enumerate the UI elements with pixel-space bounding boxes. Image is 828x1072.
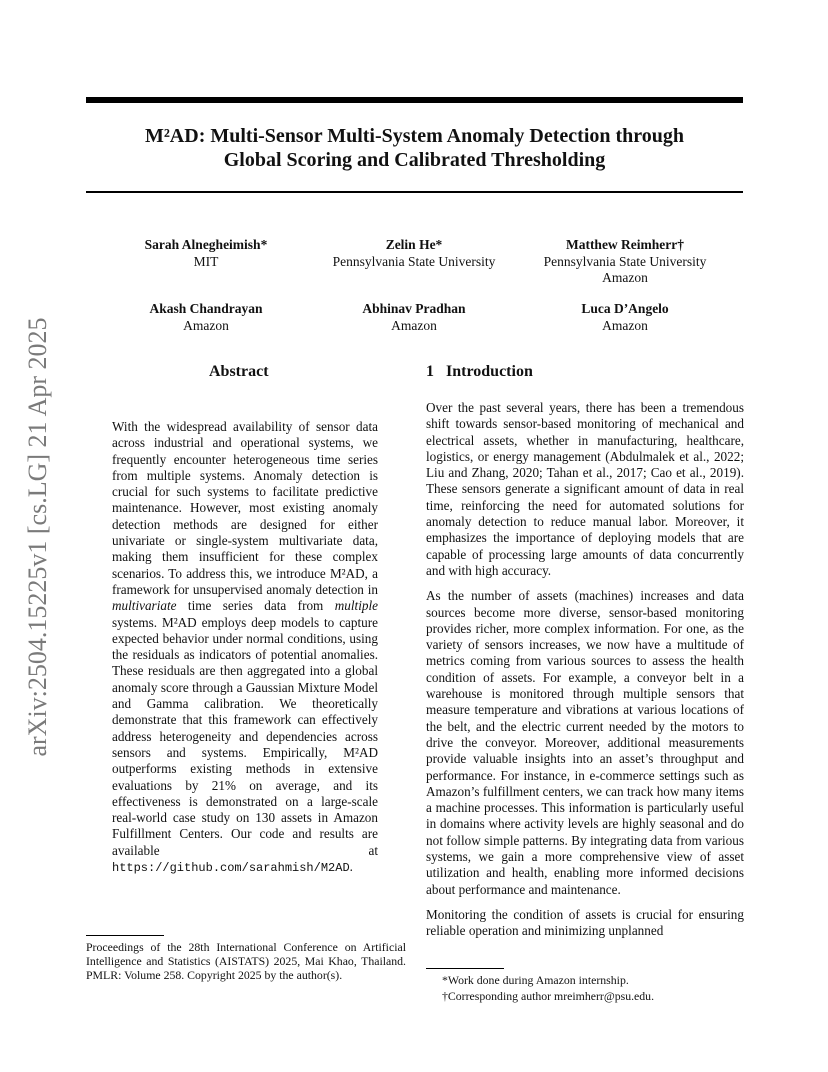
author-name: Abhinav Pradhan bbox=[362, 301, 466, 316]
author-affiliation: Amazon bbox=[391, 317, 437, 333]
author-block bbox=[515, 301, 735, 334]
author-name: Zelin He* bbox=[385, 237, 443, 252]
title-rule-top bbox=[86, 97, 743, 103]
author-name: Matthew Reimherr† bbox=[565, 237, 685, 252]
paper-title bbox=[86, 124, 743, 172]
proceedings-footnote: Proceedings of the 28th International Conference on Artificial Intelligence and Statistics (AISTATS) 2025, Mai Khao, Thailand. PMLR: Volume 258. Copyright 2025 by the author(s). bbox=[86, 940, 406, 982]
title-rule-bottom bbox=[86, 191, 743, 193]
author-name: Sarah Alnegheimish* bbox=[144, 237, 268, 252]
abstract-end: . bbox=[349, 859, 353, 875]
footnote-work-done: *Work done during Amazon internship. bbox=[442, 973, 629, 987]
abstract-emphasis: multivariate bbox=[112, 598, 177, 614]
author-block bbox=[304, 301, 524, 334]
author-block bbox=[304, 237, 524, 270]
abstract-part: systems. M²AD employs deep models to capture expected behavior under normal conditions, using the residuals as indicators of potential anomalies. These residuals are then aggregated into a global anomaly score through a Gaussian Mixture Model and Gamma calibration. We theoretically demonstrate that this framework can effectively address heterogeneity and dependencies across sensors and systems. Empirically, M²AD outperforms existing methods in extensive evaluations by 21% on average, and its effectiveness is demonstrated on a large-scale real-world case study on 130 assets in Amazon Fulfillment Centers. Our code and results are available at bbox=[112, 614, 378, 858]
intro-paragraph: Over the past several years, there has been a tremendous shift towards sensor-based monitoring of mechanical and electrical assets, whether in manufacturing, healthcare, logistics, or energy management (Abdulmalek et al., 2022; Liu and Zhang, 2020; Tahan et al., 2017; Cao et al., 2019). These sensors generate a significant amount of data in real time, reinforcing the need for automated solutions for anomaly detection to reduce manual labor. Moreover, it emphasizes the importance of deploying models that are capable of processing large amounts of data concurrently and with high accuracy. bbox=[426, 400, 744, 578]
author-affiliation: Pennsylvania State University bbox=[543, 253, 707, 269]
author-block bbox=[515, 237, 735, 287]
intro-paragraph: Monitoring the condition of assets is crucial for ensuring reliable operation and minimizing unplanned bbox=[426, 906, 744, 939]
author-name: Akash Chandrayan bbox=[149, 301, 263, 316]
title-line-1: M²AD: Multi-Sensor Multi-System Anomaly Detection through bbox=[144, 125, 685, 147]
abstract-part: With the widespread availability of sensor data across industrial and operational systems, we frequently encounter heterogeneous time series from multiple systems. Anomaly detection is crucial for such systems to facilitate predictive maintenance. However, most existing anomaly detection methods are designed for either univariate or single-system multivariate data, making them insufficient for these complex scenarios. To address this, we introduce M²AD, a framework for unsupervised anomaly detection in bbox=[112, 419, 378, 597]
abstract-text bbox=[112, 419, 378, 876]
introduction-body bbox=[426, 400, 744, 949]
author-affiliation: Amazon bbox=[183, 317, 229, 333]
title-line-2: Global Scoring and Calibrated Thresholding bbox=[223, 149, 606, 171]
footnote-corresponding-author: †Corresponding author mreimherr@psu.edu. bbox=[442, 989, 655, 1003]
abstract-heading: Abstract bbox=[209, 363, 269, 380]
author-affiliation: Pennsylvania State University bbox=[332, 253, 496, 269]
code-repository-link[interactable]: https://github.com/sarahmish/M2AD bbox=[112, 861, 350, 876]
abstract-part: time series data from bbox=[176, 598, 335, 614]
arxiv-stamp: arXiv:2504.15225v1 [cs.LG] 21 Apr 2025 bbox=[23, 317, 52, 757]
author-block bbox=[96, 237, 316, 270]
intro-paragraph: As the number of assets (machines) increases and data sources become more diverse, sensor-based monitoring provides richer, more complex information. For one, as the variety of sensors increases, we now have a multitude of metrics coming from various sources to assess the health condition of assets. For example, a conveyor belt in a warehouse is monitored through multiple sensors that measure temperature and vibrations at various locations of the belt, and the electric current needed by the motors to drive the conveyor. Moreover, additional measurements provide valuable insights into an asset’s throughput and performance. For instance, in e-commerce settings such as Amazon’s fulfillment centers, we can track how many items a machine processes. This information is particularly useful in domains where activity levels are highly seasonal and do not follow simple patterns. By integrating data from various systems, we gain a more comprehensive view of asset utilization and health, enabling more informed decisions about performance and maintenance. bbox=[426, 588, 744, 897]
introduction-heading: 1 Introduction bbox=[426, 363, 533, 380]
author-name: Luca D’Angelo bbox=[581, 301, 669, 316]
author-affiliation: MIT bbox=[193, 253, 219, 269]
author-affiliation: Amazon bbox=[602, 317, 648, 333]
footnote-rule bbox=[426, 968, 504, 969]
abstract-emphasis: multiple bbox=[334, 598, 378, 614]
author-block bbox=[96, 301, 316, 334]
author-affiliation-2: Amazon bbox=[602, 270, 648, 285]
footnote-rule bbox=[86, 935, 164, 936]
